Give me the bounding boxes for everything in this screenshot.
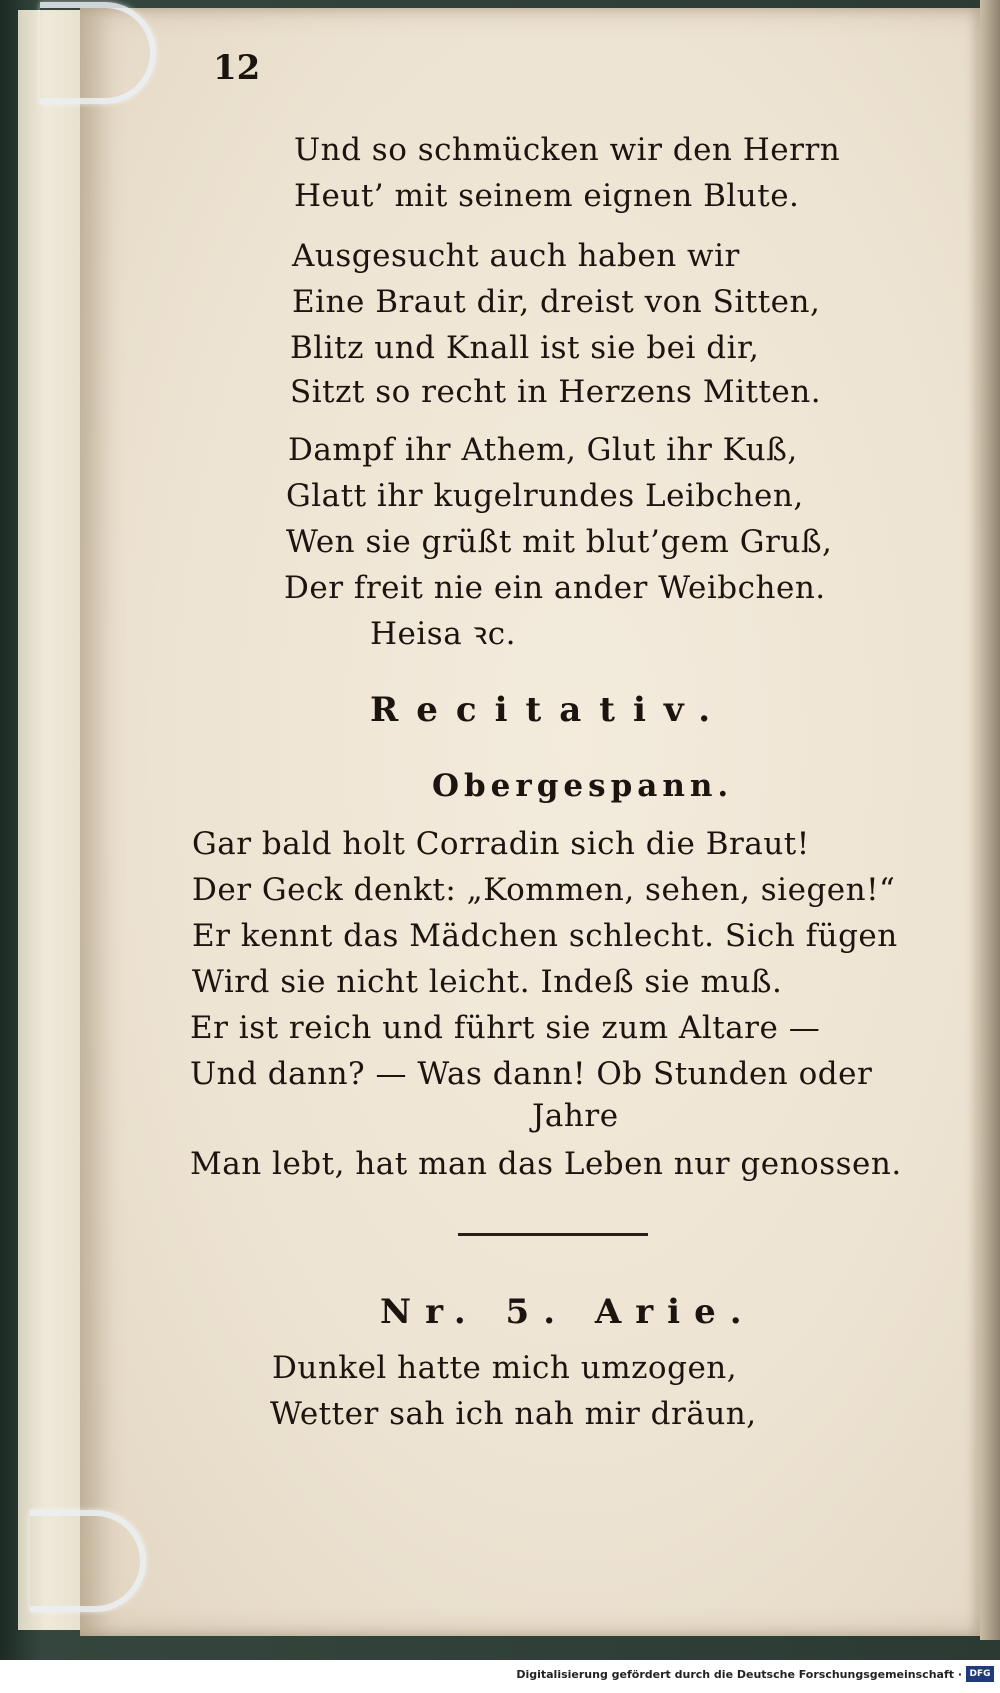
digitization-footer — [0, 1660, 1000, 1693]
section-heading: Nr. 5. Arie. — [380, 1292, 756, 1332]
recitativ-line: Der Geck denkt: „Kommen, sehen, siegen!“ — [192, 872, 896, 908]
footer-credit: Digitalisierung gefördert durch die Deutsche Forschungsgemeinschaft · — [516, 1668, 962, 1681]
section-heading: Recitativ. — [370, 690, 729, 730]
speaker-name: Obergespann. — [432, 768, 734, 804]
verse-line: Glatt ihr kugelrundes Leibchen, — [286, 478, 804, 514]
recitativ-line: Wird sie nicht leicht. Indeß sie muß. — [192, 964, 783, 1000]
page-clip-bottom — [30, 1510, 146, 1612]
verse-line: Eine Braut dir, dreist von Sitten, — [292, 284, 821, 320]
recitativ-line: Jahre — [532, 1098, 619, 1134]
arie-line: Dunkel hatte mich umzogen, — [272, 1350, 738, 1386]
verse-line: Der freit nie ein ander Weibchen. — [284, 570, 826, 606]
verse-line: Blitz und Knall ist sie bei dir, — [290, 330, 760, 366]
recitativ-line: Und dann? — Was dann! Ob Stunden oder — [190, 1056, 873, 1092]
refrain-line: Heisa ꝛc. — [370, 616, 516, 652]
recitativ-line: Man lebt, hat man das Leben nur genossen. — [190, 1146, 902, 1182]
page-clip-top — [40, 2, 156, 104]
recitativ-line: Gar bald holt Corradin sich die Braut! — [192, 826, 810, 862]
dfg-logo: DFG — [966, 1666, 994, 1682]
recitativ-line: Er kennt das Mädchen schlecht. Sich fügen — [192, 918, 898, 954]
verse-line: Und so schmücken wir den Herrn — [294, 132, 841, 168]
verse-line: Ausgesucht auch haben wir — [292, 238, 740, 274]
arie-line: Wetter sah ich nah mir dräun, — [270, 1396, 757, 1432]
book-page-edges — [18, 10, 89, 1630]
page-number: 12 — [213, 48, 261, 88]
book-spine-strip — [980, 0, 1000, 1640]
recitativ-line: Er ist reich und führt sie zum Altare — — [190, 1010, 821, 1046]
verse-line: Wen sie grüßt mit blut’gem Gruß, — [286, 524, 833, 560]
section-divider — [458, 1233, 648, 1236]
verse-line: Heut’ mit seinem eignen Blute. — [294, 178, 800, 214]
verse-line: Dampf ihr Athem, Glut ihr Kuß, — [288, 432, 798, 468]
verse-line: Sitzt so recht in Herzens Mitten. — [290, 374, 822, 410]
